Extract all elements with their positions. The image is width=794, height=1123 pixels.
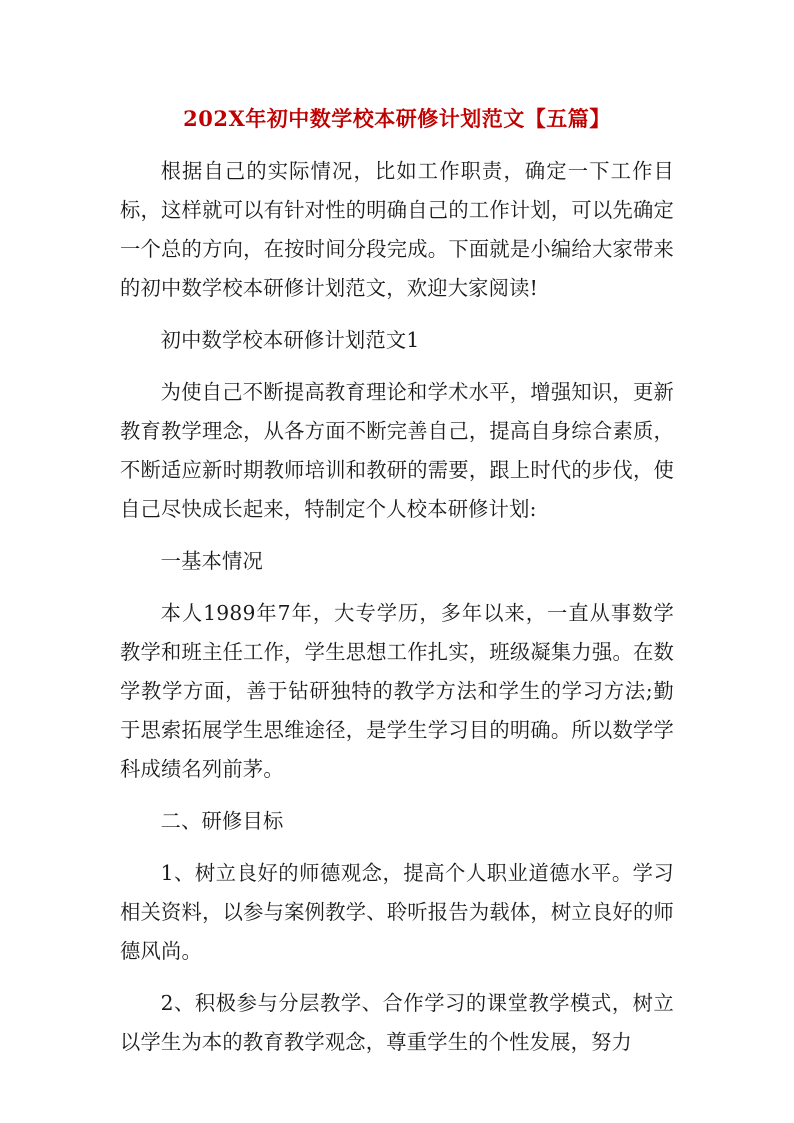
section-heading-basic-situation: 一基本情况 [160, 549, 264, 573]
section-heading-training-goals: 二、研修目标 [160, 809, 284, 833]
basic-situation-paragraph: 本人1989年7年，大专学历，多年以来，一直从事数学教学和班主任工作，学生思想工作扎实，班级凝集力强。在数学教学方面，善于钻研独特的教学方法和学生的学习方法;勤于思索拓展学生思维途径，是学生学习目的明确。所以数学学科成绩名列前茅。 [120, 601, 674, 781]
document-body [120, 152, 674, 1062]
goal-item-2: 2、积极参与分层教学、合作学习的课堂教学模式，树立以学生为本的教育教学观念，尊重学生的个性发展，努力 [120, 991, 674, 1054]
section-heading-sample-1: 初中数学校本研修计划范文1 [160, 328, 420, 352]
goal-item-1: 1、树立良好的师德观念，提高个人职业道德水平。学习相关资料，以参与案例教学、聆听报告为载体，树立良好的师德风尚。 [120, 861, 674, 963]
intro-paragraph: 根据自己的实际情况，比如工作职责，确定一下工作目标，这样就可以有针对性的明确自己的工作计划，可以先确定一个总的方向，在按时间分段完成。下面就是小编给大家带来的初中数学校本研修计划范文，欢迎大家阅读! [120, 159, 674, 300]
purpose-paragraph: 为使自己不断提高教育理论和学术水平，增强知识，更新教育教学理念，从各方面不断完善自己，提高自身综合素质，不断适应新时期教师培训和教研的需要，跟上时代的步伐，使自己尽快成长起来，特制定个人校本研修计划: [120, 380, 674, 521]
document-title: 202X年初中数学校本研修计划范文【五篇】 [183, 106, 611, 131]
